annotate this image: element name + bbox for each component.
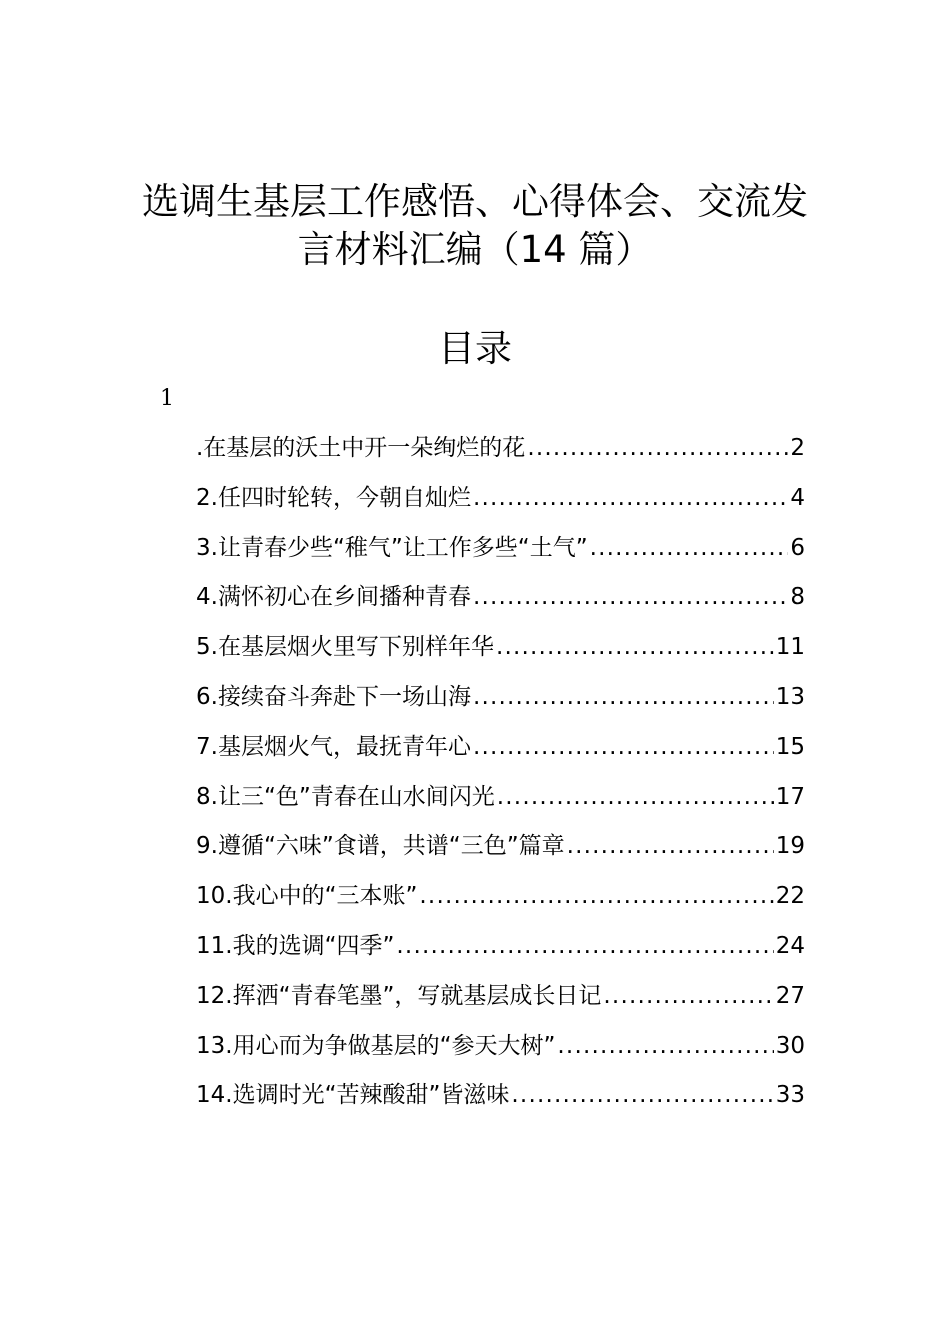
toc-leader-dots: [473, 723, 774, 773]
toc-entry-3[interactable]: [196, 524, 805, 574]
document-title-line-1: 选调生基层工作感悟、心得体会、交流发: [142, 180, 808, 223]
toc-entry-11[interactable]: [196, 922, 805, 972]
toc-entry-4[interactable]: [196, 573, 805, 623]
toc-entry-page: 30: [775, 1032, 805, 1059]
toc-entry-2[interactable]: [196, 474, 805, 524]
toc-entry-page: 24: [775, 932, 805, 959]
document-title-line-2: 言材料汇编（14 篇）: [297, 228, 653, 271]
toc-entry-title: 12.挥洒“青春笔墨”，写就基层成长日记: [196, 982, 602, 1009]
toc-entry-page: 4: [790, 484, 805, 511]
toc-entry-title: 5.在基层烟火里写下别样年华: [196, 634, 494, 661]
toc-entry-title: 11.我的选调“四季”: [196, 932, 395, 959]
toc-entry-title: 6.接续奋斗奔赴下一场山海: [196, 683, 471, 710]
toc-leader-dots: [567, 822, 774, 872]
toc-entry-title: 13.用心而为争做基层的“参天大树”: [196, 1032, 556, 1059]
toc-entry-14[interactable]: [196, 1071, 805, 1121]
toc-entry-10[interactable]: [196, 872, 805, 922]
toc-entry-page: 8: [790, 584, 805, 611]
toc-entry-page: 2: [790, 435, 805, 461]
toc-heading: 目录: [438, 327, 512, 370]
toc-entry-page: 27: [775, 982, 805, 1009]
table-of-contents: [196, 424, 805, 1121]
toc-entry-title: 3.让青春少些“稚气”让工作多些“土气”: [196, 534, 588, 561]
toc-entry-page: 17: [775, 783, 805, 810]
toc-entry-page: 22: [775, 883, 805, 910]
toc-leader-dots: [419, 872, 773, 922]
toc-entry-title: 4.满怀初心在乡间播种青春: [196, 584, 471, 611]
toc-leader-dots: [497, 773, 774, 823]
toc-entry-page: 11: [775, 634, 805, 661]
toc-entry-13[interactable]: [196, 1022, 805, 1072]
toc-entry-title: 7.基层烟火气，最抚青年心: [196, 733, 471, 760]
toc-entry-page: 19: [775, 833, 805, 860]
toc-leader-dots: [473, 474, 788, 524]
toc-entry-page: 33: [775, 1082, 805, 1109]
toc-entry-page: 6: [790, 534, 805, 561]
toc-leader-dots: [396, 922, 773, 972]
toc-entry-1[interactable]: [196, 424, 805, 474]
toc-entry-page: 13: [775, 683, 805, 710]
toc-leader-dots: [527, 424, 788, 474]
toc-entry-8[interactable]: [196, 773, 805, 823]
toc-entry-title: 10.我心中的“三本账”: [196, 883, 418, 910]
toc-entry-7[interactable]: [196, 723, 805, 773]
toc-entry-6[interactable]: [196, 673, 805, 723]
toc-entry-9[interactable]: [196, 822, 805, 872]
toc-entry-5[interactable]: [196, 623, 805, 673]
toc-entry-title: 14.选调时光“苦辣酸甜”皆滋味: [196, 1082, 510, 1109]
toc-leader-dots: [557, 1022, 773, 1072]
toc-entry-title: 2.任四时轮转，今朝自灿烂: [196, 484, 471, 511]
toc-entry-title: 9.遵循“六味”食谱，共谱“三色”篇章: [196, 833, 565, 860]
toc-entry-page: 15: [775, 733, 805, 760]
toc-leader-dots: [496, 623, 774, 673]
toc-leader-dots: [473, 673, 774, 723]
toc-entry-12[interactable]: [196, 972, 805, 1022]
toc-leader-dots: [590, 524, 789, 574]
toc-leader-dots: [473, 573, 788, 623]
toc-leader-dots: [511, 1071, 773, 1121]
toc-leader-dots: [603, 972, 773, 1022]
page-marker: 1: [160, 386, 174, 411]
toc-entry-title: .在基层的沃土中开一朵绚烂的花: [196, 435, 526, 461]
toc-entry-title: 8.让三“色”青春在山水间闪光: [196, 783, 495, 810]
